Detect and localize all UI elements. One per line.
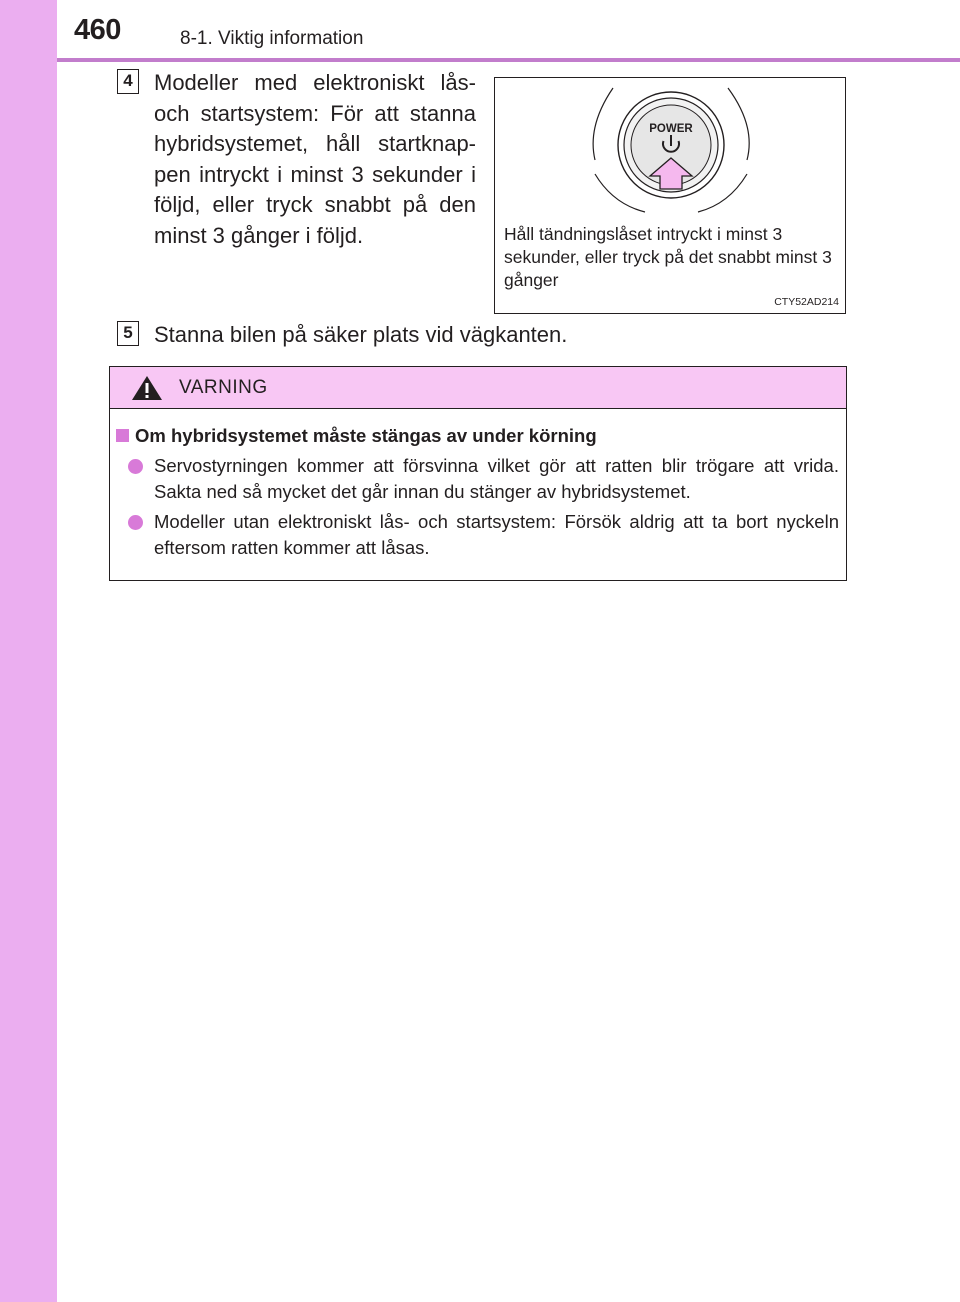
warning-item xyxy=(128,509,839,561)
page-number: 460 xyxy=(74,14,121,46)
step-badge-4: 4 xyxy=(117,69,139,94)
square-bullet-icon xyxy=(116,429,129,442)
warning-heading-text: Om hybridsystemet måste stängas av under körning xyxy=(135,425,597,446)
warning-box xyxy=(109,366,847,581)
power-button-figure xyxy=(494,77,846,314)
header-rule xyxy=(57,58,960,62)
step-badge-5: 5 xyxy=(117,321,139,346)
warning-item-text: Servostyrningen kommer att försvinna vilket gör att ratten blir trögare att vrida. Sakta ned så mycket det går innan du stänger av hybridsystemet. xyxy=(154,455,839,502)
warning-triangle-icon xyxy=(131,375,163,401)
warning-item xyxy=(128,453,839,505)
bullet-dot-icon xyxy=(128,459,143,474)
warning-heading xyxy=(116,425,836,447)
page-sidebar xyxy=(0,0,57,1302)
figure-code: CTY52AD214 xyxy=(774,296,839,308)
step-4-text: Modeller med elektroniskt lås- och startsystem: För att stanna hybridsystemet, håll startknap- pen intryckt i minst 3 sekunder i följd, eller tryck snabbt på den minst 3 gånger i följd. xyxy=(154,70,476,248)
warning-header xyxy=(110,367,846,409)
power-button-label: POWER xyxy=(649,123,693,135)
section-title: 8-1. Viktig information xyxy=(180,28,364,49)
bullet-dot-icon xyxy=(128,515,143,530)
step-5-text: Stanna bilen på säker plats vid vägkanten. xyxy=(154,322,568,347)
warning-item-text: Modeller utan elektroniskt lås- och startsystem: Försök aldrig att ta bort nyckeln eftersom ratten kommer att låsas. xyxy=(154,511,839,558)
warning-label: VARNING xyxy=(179,377,268,398)
figure-caption: Håll tändningslåset intryckt i minst 3 sekunder, eller tryck på det snabbt minst 3 gånger xyxy=(504,224,832,290)
